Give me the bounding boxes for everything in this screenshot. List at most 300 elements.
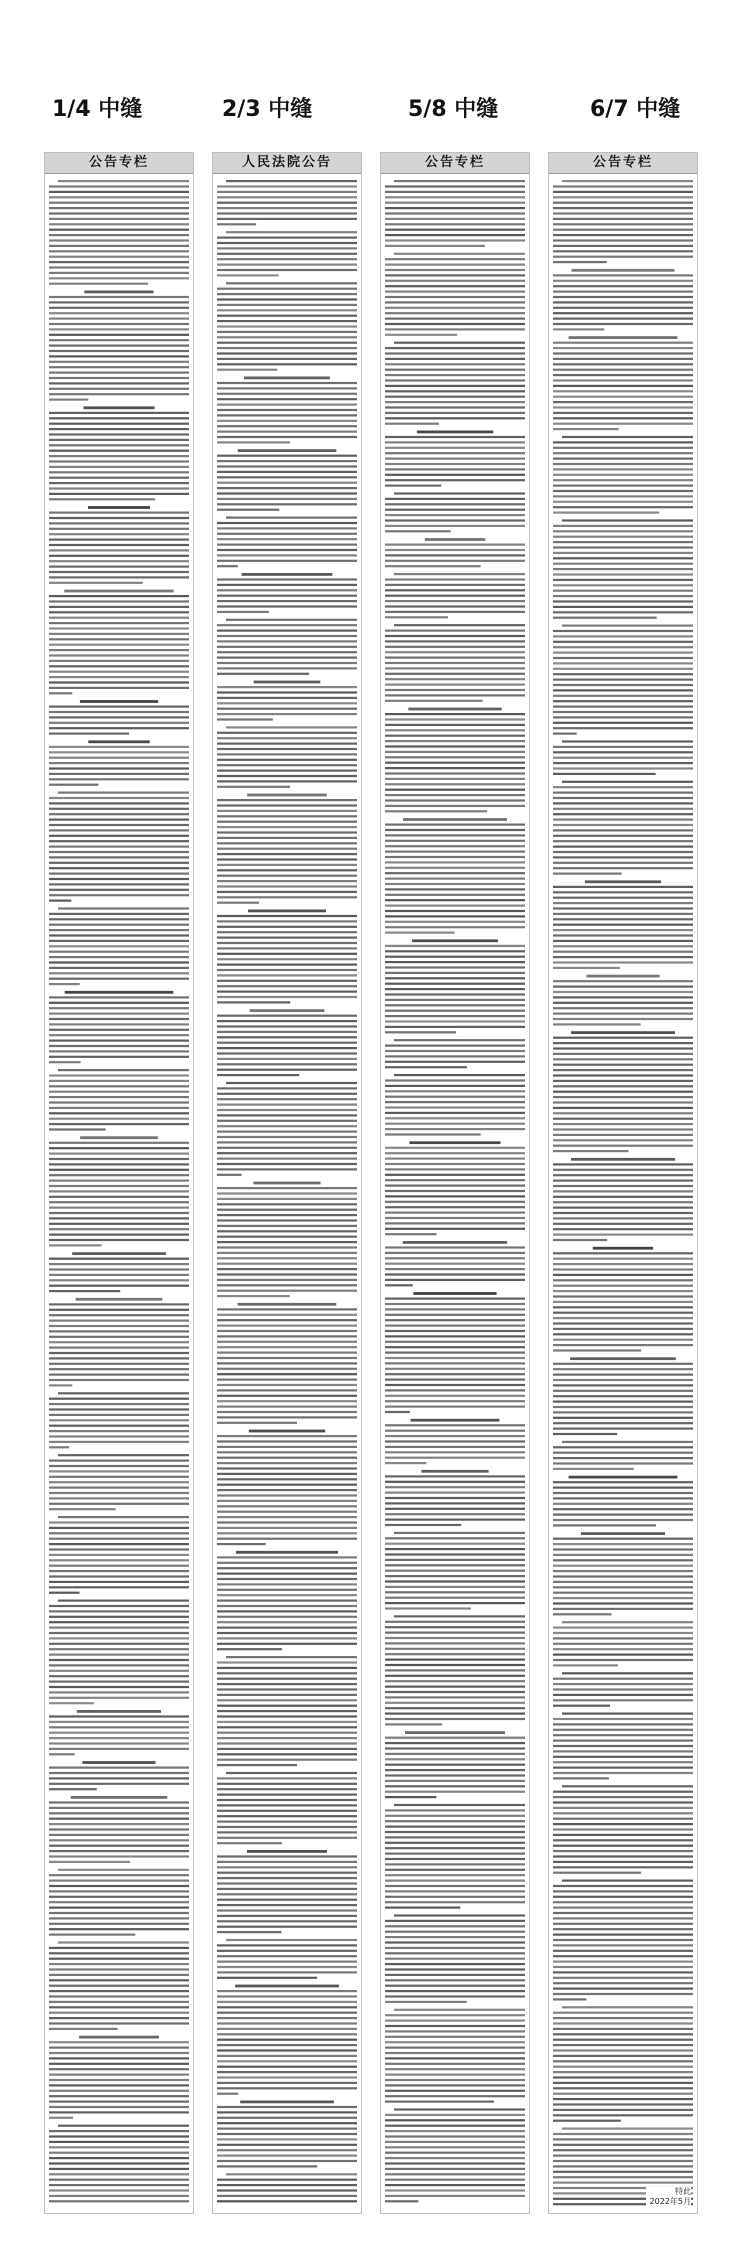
text-line <box>49 450 189 452</box>
text-line <box>217 942 357 944</box>
text-line <box>385 1564 525 1566</box>
text-line <box>385 1492 525 1494</box>
text-line <box>553 819 693 821</box>
text-line <box>217 1290 357 1292</box>
text-line <box>49 784 98 786</box>
text-line <box>385 2025 525 2027</box>
text-line <box>217 1489 357 1491</box>
text-line <box>217 1330 357 1332</box>
text-line <box>217 786 290 788</box>
text-line <box>217 1042 357 1044</box>
text-line <box>385 635 525 637</box>
text-line <box>385 2068 525 2070</box>
text-line <box>553 291 693 293</box>
text-line <box>385 1117 525 1119</box>
text-line <box>553 1002 693 1004</box>
text-line <box>49 2022 189 2024</box>
text-line <box>49 2012 189 2014</box>
text-line <box>385 1319 525 1321</box>
text-line <box>49 1721 189 1723</box>
text-line <box>385 1815 525 1817</box>
text-line <box>553 1349 641 1351</box>
text-line <box>217 207 357 209</box>
text-line <box>217 1804 357 1806</box>
text-line <box>217 770 357 772</box>
text-line <box>49 372 189 374</box>
text-line <box>49 2047 189 2049</box>
text-line <box>49 355 189 357</box>
text-line <box>553 1575 693 1577</box>
text-line <box>217 331 357 333</box>
text-line <box>385 600 525 602</box>
text-line <box>58 180 189 182</box>
text-line <box>217 947 357 949</box>
fold-label-6-7: 6/7 中缝 <box>590 97 681 122</box>
text-line <box>394 624 525 626</box>
text-line <box>217 1961 357 1963</box>
text-line <box>553 1723 693 1725</box>
text-line <box>553 512 659 514</box>
text-line <box>394 492 525 494</box>
text-line <box>217 223 256 225</box>
text-line <box>385 1925 525 1927</box>
text-line <box>385 1341 525 1343</box>
text-line <box>553 1597 693 1599</box>
text-line <box>217 1794 357 1796</box>
text-line <box>553 668 693 670</box>
text-line <box>217 1209 357 1211</box>
text-line <box>385 358 525 360</box>
text-line <box>217 1198 357 1200</box>
text-line <box>385 1123 525 1125</box>
text-line <box>49 1487 189 1489</box>
text-line <box>217 2055 357 2057</box>
text-line <box>385 810 487 812</box>
text-line <box>385 605 525 607</box>
text-line <box>217 2076 357 2078</box>
text-line <box>385 799 525 801</box>
text-line <box>553 358 693 360</box>
text-line <box>49 654 189 656</box>
text-line <box>553 1190 693 1192</box>
text-line <box>217 1192 357 1194</box>
text-line <box>553 1917 693 1919</box>
text-line <box>217 1909 357 1911</box>
text-line <box>49 1912 189 1914</box>
text-line <box>385 328 525 330</box>
text-line <box>385 2074 525 2076</box>
text-line <box>385 1179 525 1181</box>
text-line <box>385 2152 525 2154</box>
text-line <box>80 700 158 703</box>
text-line <box>49 819 189 821</box>
text-line <box>385 1158 525 1160</box>
text-line <box>49 1470 189 1472</box>
text-line <box>217 1120 357 1122</box>
text-line <box>49 382 189 384</box>
text-line <box>49 1285 189 1287</box>
text-line <box>553 563 693 565</box>
text-line <box>49 393 189 395</box>
text-line <box>385 1591 525 1593</box>
text-line <box>553 369 693 371</box>
text-line <box>385 1831 525 1833</box>
text-line <box>217 425 357 427</box>
text-line <box>385 2168 525 2170</box>
text-line <box>217 196 357 198</box>
text-line <box>553 256 693 258</box>
text-line <box>385 1626 525 1628</box>
text-line <box>217 1759 357 1761</box>
text-line <box>217 404 357 406</box>
column-4-body <box>549 175 697 2213</box>
text-line <box>385 2135 525 2137</box>
text-line <box>217 1748 357 1750</box>
text-line <box>562 2128 693 2130</box>
text-line <box>49 716 189 718</box>
text-line <box>49 2006 189 2008</box>
text-line <box>49 245 189 247</box>
text-line <box>385 1475 525 1477</box>
text-line <box>562 781 693 783</box>
text-line <box>49 1968 189 1970</box>
text-line <box>553 1834 693 1836</box>
text-line <box>385 458 525 460</box>
text-line <box>405 1731 505 1734</box>
text-line <box>553 1608 693 1610</box>
text-line <box>79 2036 159 2039</box>
text-line <box>217 775 357 777</box>
text-line <box>49 1828 189 1830</box>
text-line <box>49 1715 189 1717</box>
text-line <box>553 1069 693 1071</box>
text-line <box>553 1756 693 1758</box>
text-line <box>49 487 189 489</box>
text-line <box>553 1042 693 1044</box>
text-line <box>553 557 693 559</box>
text-line <box>226 231 357 233</box>
text-line <box>553 961 693 963</box>
text-line <box>553 1312 693 1314</box>
text-line <box>49 1174 189 1176</box>
text-line <box>553 568 693 570</box>
text-line <box>553 773 656 775</box>
text-line <box>80 1136 158 1139</box>
text-line <box>385 662 525 664</box>
text-line <box>217 804 357 806</box>
text-line <box>562 436 693 438</box>
text-line <box>49 797 189 799</box>
text-line <box>217 980 357 982</box>
text-line <box>553 2120 621 2122</box>
text-line <box>226 282 357 284</box>
text-line <box>385 1513 525 1515</box>
text-line <box>217 476 357 478</box>
text-line <box>217 1341 357 1343</box>
text-line <box>217 748 357 750</box>
text-line <box>553 1750 693 1752</box>
text-line <box>49 1384 72 1386</box>
text-line <box>217 1877 357 1879</box>
text-line <box>553 1285 693 1287</box>
text-line <box>247 794 327 797</box>
text-line <box>385 1457 525 1459</box>
text-line <box>385 1990 525 1992</box>
text-line <box>49 929 189 931</box>
text-line <box>217 293 357 295</box>
text-line <box>238 1303 337 1306</box>
text-line <box>553 797 693 799</box>
text-line <box>553 1368 693 1370</box>
text-line <box>217 743 357 745</box>
text-line <box>49 207 189 209</box>
text-line <box>217 1764 297 1766</box>
text-line <box>217 2071 357 2073</box>
text-line <box>553 673 693 675</box>
text-line <box>49 312 189 314</box>
text-line <box>553 1850 693 1852</box>
text-line <box>385 1079 525 1081</box>
text-line <box>49 1309 189 1311</box>
text-line <box>385 756 525 758</box>
text-line <box>49 1374 189 1376</box>
text-line <box>385 1373 525 1375</box>
text-line <box>385 646 525 648</box>
text-line <box>49 2106 189 2108</box>
text-line <box>421 1470 488 1473</box>
text-line <box>49 2079 189 2081</box>
text-line <box>385 1847 525 1849</box>
text-line <box>49 482 189 484</box>
text-line <box>49 522 189 524</box>
text-line <box>49 1767 189 1769</box>
text-line <box>553 1602 693 1604</box>
text-line <box>49 862 189 864</box>
text-line <box>385 1252 525 1254</box>
text-line <box>49 649 189 651</box>
text-line <box>49 2141 189 2143</box>
text-line <box>385 363 525 365</box>
text-line <box>385 2001 467 2003</box>
text-line <box>49 1481 189 1483</box>
text-line <box>217 441 290 443</box>
text-line <box>553 223 693 225</box>
text-line <box>217 1788 357 1790</box>
text-line <box>553 813 693 815</box>
text-line <box>385 1424 525 1426</box>
text-line <box>217 1915 357 1917</box>
text-line <box>49 1777 189 1779</box>
text-line <box>217 460 357 462</box>
text-line <box>49 940 189 942</box>
text-line <box>49 622 189 624</box>
text-line <box>217 309 357 311</box>
text-line <box>385 1769 525 1771</box>
text-line <box>385 2095 525 2097</box>
text-line <box>553 374 693 376</box>
text-line <box>49 856 189 858</box>
text-line <box>217 1594 357 1596</box>
text-line <box>49 1681 189 1683</box>
text-line <box>217 554 357 556</box>
text-line <box>562 2006 693 2008</box>
text-line <box>385 700 483 702</box>
text-line <box>49 423 189 425</box>
text-line <box>49 218 189 220</box>
text-line <box>553 1446 693 1448</box>
text-line <box>385 1753 525 1755</box>
text-line <box>553 1828 693 1830</box>
text-line <box>553 1395 693 1397</box>
text-line <box>553 1053 693 1055</box>
text-line <box>84 291 153 294</box>
text-line <box>217 1422 297 1424</box>
text-line <box>82 1761 155 1764</box>
text-line <box>385 1696 525 1698</box>
text-line <box>217 595 357 597</box>
text-line <box>217 1842 282 1844</box>
text-line <box>553 573 693 575</box>
text-line <box>217 382 357 384</box>
text-line <box>58 1600 189 1602</box>
text-line <box>553 1344 693 1346</box>
text-line <box>385 441 525 443</box>
text-line <box>385 1718 525 1720</box>
text-line <box>553 1761 693 1763</box>
text-line <box>385 385 525 387</box>
text-line <box>49 2111 189 2113</box>
text-line <box>385 2157 525 2159</box>
text-line <box>49 350 189 352</box>
text-line <box>217 1462 357 1464</box>
text-line <box>553 1791 693 1793</box>
footer-line-1: 特此 <box>675 2187 691 2196</box>
text-line <box>49 983 80 985</box>
text-line <box>49 638 189 640</box>
text-line <box>385 301 525 303</box>
text-line <box>49 722 189 724</box>
text-line <box>553 2039 693 2041</box>
text-line <box>385 915 525 917</box>
text-line <box>385 1217 525 1219</box>
text-line <box>247 1850 327 1853</box>
text-line <box>569 336 678 339</box>
text-line <box>49 1737 189 1739</box>
text-line <box>49 1691 189 1693</box>
text-line <box>49 1013 189 1015</box>
text-line <box>553 2176 693 2178</box>
text-line <box>385 1669 525 1671</box>
text-line <box>49 2063 189 2065</box>
text-line <box>553 1613 612 1615</box>
text-line <box>385 1395 525 1397</box>
text-line <box>49 555 189 557</box>
text-line <box>49 1352 189 1354</box>
text-line <box>553 1252 693 1254</box>
text-line <box>385 519 525 521</box>
text-line <box>49 2001 189 2003</box>
text-line <box>49 1990 189 1992</box>
text-line <box>49 767 189 769</box>
text-line <box>217 2106 357 2108</box>
text-line <box>217 1308 357 1310</box>
text-line <box>217 1152 357 1154</box>
text-line <box>553 1801 693 1803</box>
text-line <box>217 1600 357 1602</box>
text-line <box>217 420 357 422</box>
text-line <box>49 223 189 225</box>
text-line <box>403 1241 507 1244</box>
text-line <box>49 517 189 519</box>
text-line <box>49 1056 189 1058</box>
text-line <box>553 1955 693 1957</box>
text-line <box>553 212 693 214</box>
text-line <box>49 1228 189 1230</box>
text-line <box>385 1314 525 1316</box>
text-line <box>49 229 189 231</box>
text-line <box>217 2155 357 2157</box>
text-line <box>385 312 525 314</box>
text-line <box>553 722 693 724</box>
text-line <box>553 1839 693 1841</box>
text-line <box>217 498 357 500</box>
text-line <box>49 665 189 667</box>
text-line <box>553 202 693 204</box>
text-line <box>385 657 525 659</box>
text-line <box>385 1185 525 1187</box>
text-line <box>553 2087 693 2089</box>
text-line <box>217 1284 357 1286</box>
text-line <box>385 1637 525 1639</box>
text-line <box>217 1246 357 1248</box>
text-line <box>394 1074 525 1076</box>
text-line <box>553 1123 693 1125</box>
text-line <box>553 328 604 330</box>
text-line <box>553 250 693 252</box>
text-line <box>49 889 189 891</box>
text-line <box>553 347 693 349</box>
text-line <box>385 1707 525 1709</box>
text-line <box>217 737 357 739</box>
text-line <box>238 449 337 452</box>
text-line <box>217 1484 357 1486</box>
text-line <box>49 1002 189 1004</box>
text-line <box>553 229 693 231</box>
text-line <box>217 398 357 400</box>
text-line <box>385 2063 525 2065</box>
text-line <box>49 185 189 187</box>
text-line <box>217 465 357 467</box>
text-line <box>553 1328 693 1330</box>
text-line <box>49 611 189 613</box>
text-line <box>385 713 525 715</box>
text-line <box>553 630 693 632</box>
text-line <box>553 1818 693 1820</box>
text-line <box>217 1837 357 1839</box>
column-3-header: 公告专栏 <box>381 153 529 174</box>
text-line <box>553 2138 693 2140</box>
column-4 <box>548 152 698 2214</box>
text-line <box>49 2179 189 2181</box>
text-line <box>553 657 693 659</box>
text-line <box>385 905 525 907</box>
text-line <box>217 2044 357 2046</box>
text-line <box>217 1605 357 1607</box>
text-line <box>385 1863 525 1865</box>
text-line <box>553 207 693 209</box>
text-line <box>49 498 155 500</box>
text-line <box>217 915 357 917</box>
